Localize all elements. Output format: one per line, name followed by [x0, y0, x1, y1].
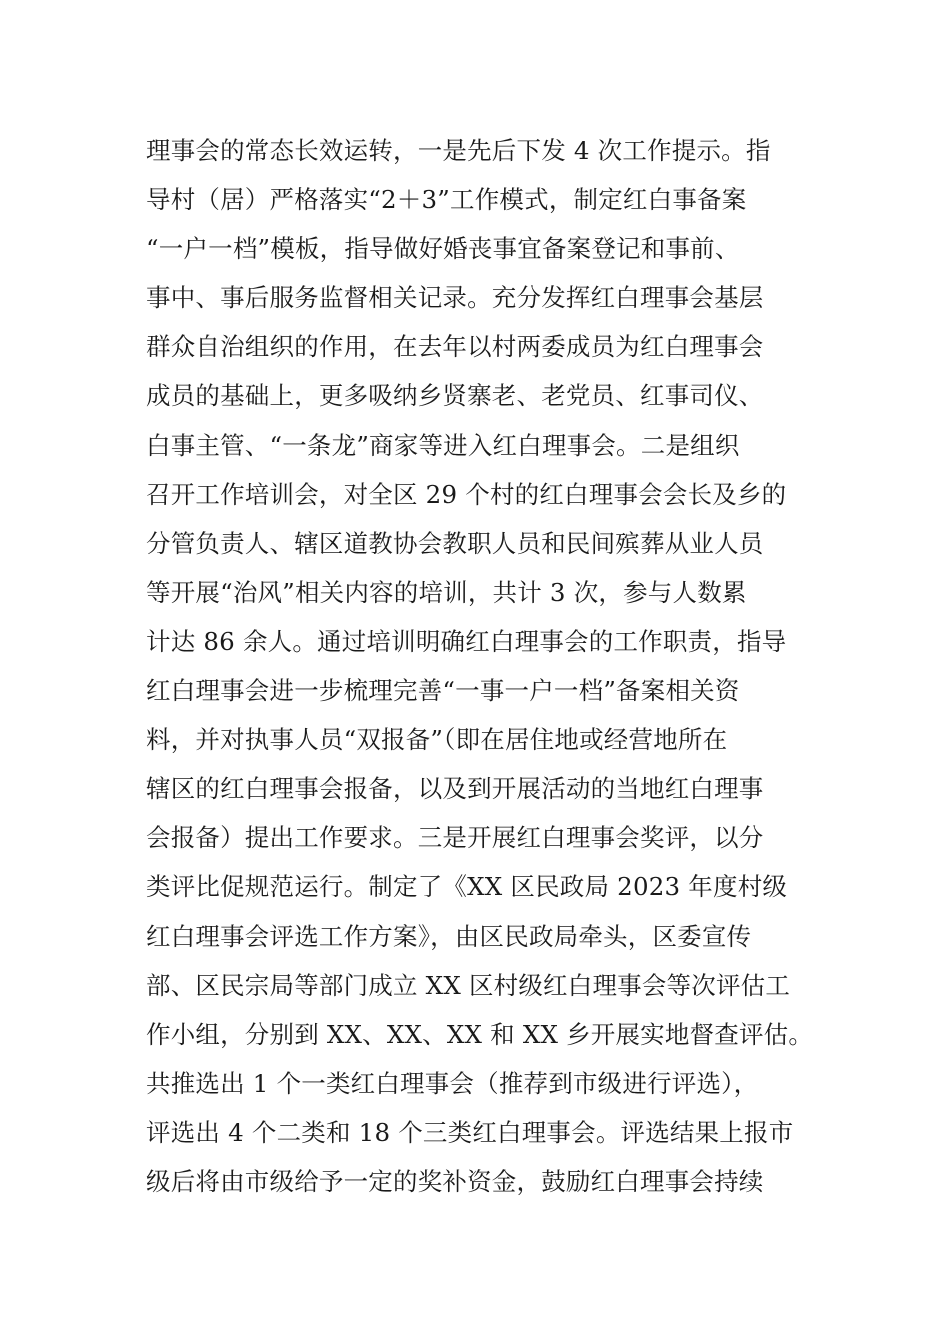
- text-line-15: 会报备）提出工作要求。三是开展红白理事会奖评，以分: [146, 823, 764, 853]
- text-line-7: 白事主管、“一条龙”商家等进入红白理事会。二是组织: [146, 430, 740, 460]
- text-line-13: 料，并对执事人员“双报备”（即在居住地或经营地所在: [146, 725, 728, 755]
- text-line-22: 级后将由市级给予一定的奖补资金，鼓励红白理事会持续: [146, 1166, 764, 1196]
- text-line-4: 事中、事后服务监督相关记录。充分发挥红白理事会基层: [146, 283, 764, 313]
- text-line-8: 召开工作培训会，对全区 29 个村的红白理事会会长及乡的: [146, 479, 787, 509]
- text-line-3: “一户一档”模板，指导做好婚丧事宜备案登记和事前、: [146, 234, 740, 264]
- text-line-1: 理事会的常态长效运转，一是先后下发 4 次工作提示。指: [146, 136, 771, 165]
- text-line-16: 类评比促规范运行。制定了《XX 区民政局 2023 年度村级: [146, 872, 788, 902]
- text-line-11: 计达 86 余人。通过培训明确红白理事会的工作职责，指导: [146, 626, 787, 656]
- text-line-18: 部、区民宗局等部门成立 XX 区村级红白理事会等次评估工: [146, 970, 791, 1000]
- text-line-17: 红白理事会评选工作方案》，由区民政局牵头，区委宣传: [146, 921, 752, 951]
- text-line-12: 红白理事会进一步梳理完善“一事一户一档”备案相关资: [146, 676, 740, 706]
- text-line-2: 导村（居）严格落实“2＋3”工作模式，制定红白事备案: [146, 185, 747, 215]
- text-line-20: 共推选出 1 个一类红白理事会（推荐到市级进行评选），: [146, 1068, 759, 1098]
- body-paragraph: [146, 126, 818, 1206]
- text-line-14: 辖区的红白理事会报备，以及到开展活动的当地红白理事: [146, 774, 764, 804]
- text-line-19: 作小组，分别到 XX、XX、XX 和 XX 乡开展实地督查评估。: [146, 1019, 814, 1049]
- text-line-9: 分管负责人、辖区道教协会教职人员和民间殡葬从业人员: [146, 528, 764, 558]
- text-line-5: 群众自治组织的作用，在去年以村两委成员为红白理事会: [146, 332, 764, 362]
- text-line-21: 评选出 4 个二类和 18 个三类红白理事会。评选结果上报市: [146, 1117, 794, 1147]
- text-line-6: 成员的基础上，更多吸纳乡贤寨老、老党员、红事司仪、: [146, 381, 764, 411]
- text-line-10: 等开展“治风”相关内容的培训，共计 3 次，参与人数累: [146, 577, 747, 607]
